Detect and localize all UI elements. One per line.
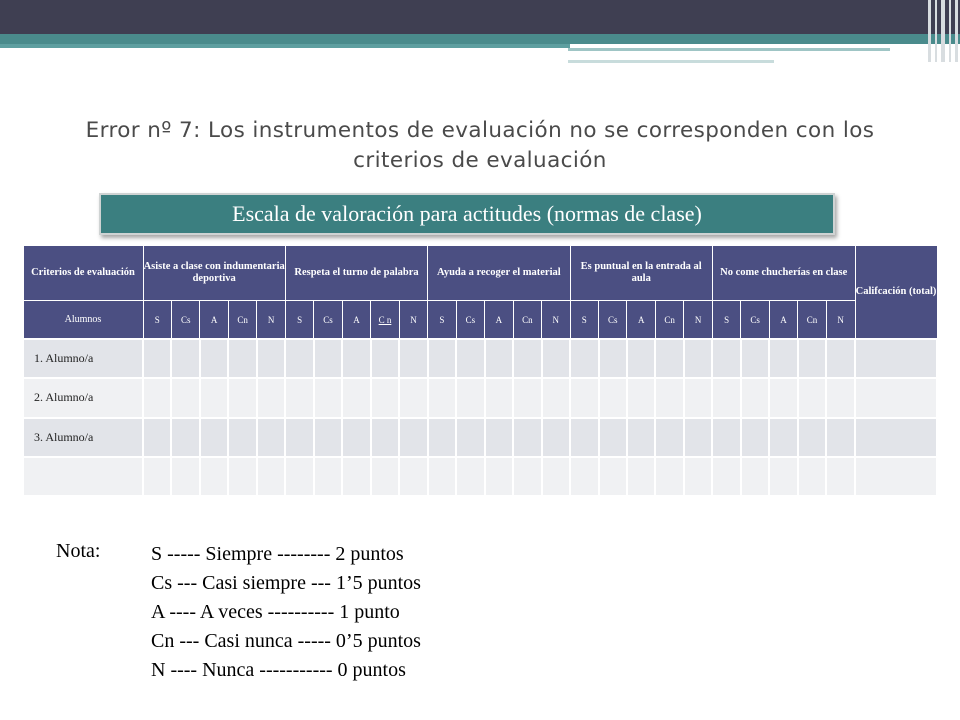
rating-cell (485, 339, 513, 378)
rating-cell (285, 378, 313, 417)
subtitle-banner: Escala de valoración para actitudes (normas de clase) (99, 193, 835, 235)
total-cell (855, 418, 937, 457)
total-cell (855, 339, 937, 378)
rating-cell (257, 339, 285, 378)
rating-cell (599, 339, 627, 378)
rating-cell (769, 418, 797, 457)
rating-cell (143, 418, 171, 457)
note-line: S ----- Siempre -------- 2 puntos (151, 543, 404, 565)
rating-cell (599, 457, 627, 496)
slide-title-line: Error nº 7: Los instrumentos de evaluación no se corresponden con los (85, 118, 875, 143)
rating-cell (712, 378, 740, 417)
rating-cell (826, 378, 855, 417)
rating-scale-table (22, 245, 938, 497)
rating-cell (826, 339, 855, 378)
criterion-header: No come chucherías en clase (712, 246, 855, 301)
level-code: S (712, 301, 740, 339)
level-code: A (342, 301, 370, 339)
total-header: Califcación (total) (855, 246, 937, 340)
table-row (23, 457, 937, 496)
rating-cell (798, 418, 826, 457)
level-code: N (684, 301, 712, 339)
rating-cell (542, 339, 570, 378)
rating-cell (627, 457, 655, 496)
level-header-row (23, 301, 937, 339)
rating-cell (371, 457, 399, 496)
rating-cell (143, 457, 171, 496)
student-name: 3. Alumno/a (23, 418, 143, 457)
accent-stripe (0, 44, 570, 48)
rating-cell (769, 378, 797, 417)
level-code: Cn (228, 301, 256, 339)
criteria-header-row (23, 246, 937, 301)
rating-cell (655, 378, 683, 417)
level-code: S (428, 301, 456, 339)
rating-cell (371, 339, 399, 378)
rating-cell (314, 418, 342, 457)
rating-cell (285, 339, 313, 378)
accent-stripe (568, 48, 890, 51)
level-code: Cn (798, 301, 826, 339)
criterion-header: Ayuda a recoger el material (428, 246, 570, 301)
rating-cell (228, 457, 256, 496)
rating-cell (428, 457, 456, 496)
rating-cell (684, 457, 712, 496)
table-row (23, 378, 937, 417)
students-header: Alumnos (23, 301, 143, 339)
rating-cell (542, 457, 570, 496)
level-code: S (143, 301, 171, 339)
rating-cell (143, 378, 171, 417)
rating-cell (428, 339, 456, 378)
rating-cell (171, 378, 199, 417)
rating-cell (371, 378, 399, 417)
criterion-header: Respeta el turno de palabra (285, 246, 427, 301)
rating-cell (712, 339, 740, 378)
note-line: Cn --- Casi nunca ----- 0’5 puntos (151, 630, 421, 652)
rating-cell (826, 457, 855, 496)
rating-cell (570, 418, 598, 457)
rating-cell (627, 339, 655, 378)
rating-cell (200, 339, 228, 378)
rating-cell (171, 339, 199, 378)
rating-cell (200, 457, 228, 496)
level-code: N (399, 301, 427, 339)
level-code: S (285, 301, 313, 339)
level-code: A (769, 301, 797, 339)
level-code: C n (371, 301, 399, 339)
rating-cell (428, 418, 456, 457)
rating-cell (599, 418, 627, 457)
rating-cell (655, 457, 683, 496)
rating-cell (542, 378, 570, 417)
level-code: S (570, 301, 598, 339)
rating-cell (513, 339, 541, 378)
rating-cell (655, 418, 683, 457)
level-code: Cs (456, 301, 484, 339)
top-bar (0, 0, 960, 34)
rating-cell (399, 339, 427, 378)
accent-stripe (568, 60, 774, 63)
level-code: Cs (599, 301, 627, 339)
level-code: Cs (314, 301, 342, 339)
rating-cell (228, 339, 256, 378)
student-name (23, 457, 143, 496)
rating-cell (655, 339, 683, 378)
rating-cell (285, 418, 313, 457)
rating-cell (513, 457, 541, 496)
rating-cell (769, 339, 797, 378)
rating-cell (200, 378, 228, 417)
rating-cell (456, 418, 484, 457)
student-rows (23, 339, 937, 496)
rating-cell (228, 418, 256, 457)
level-code: A (200, 301, 228, 339)
rating-cell (712, 418, 740, 457)
rating-cell (342, 378, 370, 417)
rating-cell (200, 418, 228, 457)
rating-cell (741, 339, 769, 378)
rating-cell (228, 378, 256, 417)
rating-cell (627, 418, 655, 457)
note-line: N ---- Nunca ----------- 0 puntos (151, 659, 406, 681)
rating-cell (542, 418, 570, 457)
level-code: N (542, 301, 570, 339)
rating-cell (371, 418, 399, 457)
note-label: Nota: (56, 540, 101, 562)
rating-cell (599, 378, 627, 417)
slide-title (30, 116, 930, 176)
decorative-lines (924, 0, 960, 62)
rating-cell (314, 457, 342, 496)
level-code: A (485, 301, 513, 339)
student-name: 1. Alumno/a (23, 339, 143, 378)
rating-cell (798, 339, 826, 378)
rating-cell (798, 378, 826, 417)
rating-cell (741, 378, 769, 417)
rating-cell (485, 418, 513, 457)
rating-cell (741, 457, 769, 496)
table-row (23, 339, 937, 378)
level-code: Cs (171, 301, 199, 339)
total-cell (855, 378, 937, 417)
criteria-corner-header: Criterios de evaluación (23, 246, 143, 301)
rating-cell (314, 378, 342, 417)
rating-cell (513, 378, 541, 417)
rating-cell (342, 339, 370, 378)
level-code: Cs (741, 301, 769, 339)
rating-cell (741, 418, 769, 457)
student-name: 2. Alumno/a (23, 378, 143, 417)
level-code: N (257, 301, 285, 339)
rating-cell (769, 457, 797, 496)
criterion-header: Asiste a clase con indumentaria deportiva (143, 246, 285, 301)
note-line: A ---- A veces ---------- 1 punto (151, 601, 400, 623)
level-code: A (627, 301, 655, 339)
rating-cell (712, 457, 740, 496)
table-row (23, 418, 937, 457)
rating-cell (171, 457, 199, 496)
rating-cell (485, 378, 513, 417)
rating-cell (399, 457, 427, 496)
level-code: Cn (513, 301, 541, 339)
rating-cell (399, 378, 427, 417)
level-code: Cn (655, 301, 683, 339)
rating-cell (342, 457, 370, 496)
rating-cell (257, 378, 285, 417)
rating-cell (570, 378, 598, 417)
total-cell (855, 457, 937, 496)
rating-cell (428, 378, 456, 417)
top-accent-bar (0, 34, 960, 44)
note-line: Cs --- Casi siempre --- 1’5 puntos (151, 572, 421, 594)
slide-title-line: criterios de evaluación (353, 148, 607, 173)
rating-cell (627, 378, 655, 417)
rating-cell (485, 457, 513, 496)
rating-cell (684, 378, 712, 417)
rating-cell (314, 339, 342, 378)
rating-cell (798, 457, 826, 496)
rating-cell (456, 378, 484, 417)
rating-cell (684, 339, 712, 378)
rating-cell (513, 418, 541, 457)
rating-cell (285, 457, 313, 496)
rating-cell (342, 418, 370, 457)
rating-cell (257, 457, 285, 496)
rating-cell (143, 339, 171, 378)
rating-cell (399, 418, 427, 457)
rating-cell (570, 339, 598, 378)
rating-cell (684, 418, 712, 457)
rating-cell (826, 418, 855, 457)
rating-cell (456, 339, 484, 378)
rating-cell (171, 418, 199, 457)
rating-cell (257, 418, 285, 457)
rating-cell (570, 457, 598, 496)
rating-cell (456, 457, 484, 496)
note-legend (151, 540, 421, 685)
level-code: N (826, 301, 855, 339)
criterion-header: Es puntual en la entrada al aula (570, 246, 712, 301)
